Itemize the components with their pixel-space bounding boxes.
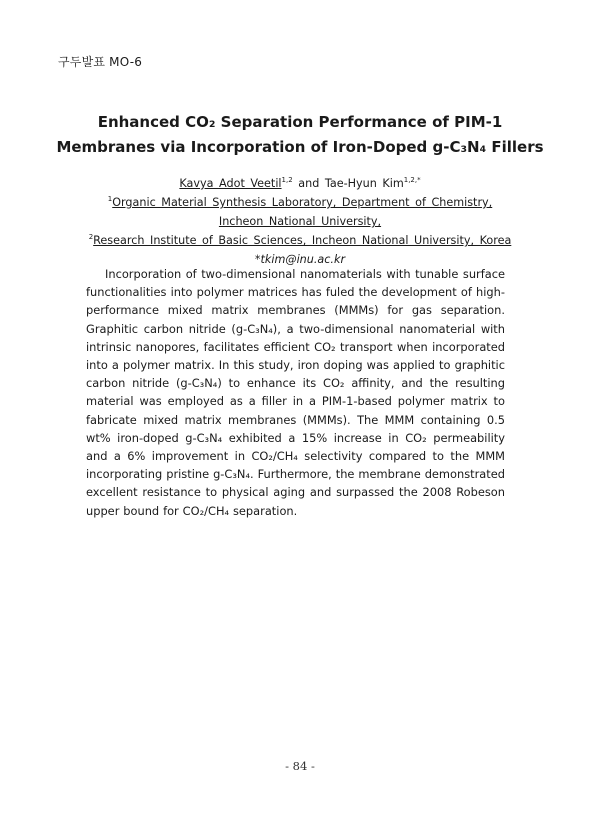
corresponding-email: *tkim@inu.ac.kr bbox=[254, 253, 346, 266]
affiliation-2 bbox=[0, 231, 600, 250]
author-1: Kavya Adot Veetil bbox=[179, 177, 282, 190]
author-conjunction: and bbox=[292, 177, 325, 190]
affiliation-1 bbox=[0, 193, 600, 212]
session-label: 구두발표 MO-6 bbox=[58, 55, 143, 69]
paper-title bbox=[0, 110, 600, 160]
author-2: Tae-Hyun Kim bbox=[324, 177, 404, 190]
title-line-2: Membranes via Incorporation of Iron-Doped g-C₃N₄ Fillers bbox=[56, 138, 544, 156]
affiliation-1-cont bbox=[0, 212, 600, 231]
author-block bbox=[0, 174, 600, 269]
author-line bbox=[0, 174, 600, 193]
author-2-affiliation: 1,2,* bbox=[403, 176, 421, 184]
author-1-affiliation: 1,2 bbox=[281, 176, 293, 184]
affiliation-2-number: 2 bbox=[88, 233, 94, 241]
affiliation-1-number: 1 bbox=[107, 195, 113, 203]
affiliation-1-line-1: Organic Material Synthesis Laboratory, Department of Chemistry, bbox=[112, 196, 493, 209]
affiliation-2-line-1: Research Institute of Basic Sciences, Incheon National University, Korea bbox=[93, 234, 512, 247]
affiliation-1-line-2: Incheon National University, bbox=[218, 215, 382, 228]
corresponding-mark: * bbox=[417, 176, 421, 184]
abstract-text: Incorporation of two-dimensional nanomaterials with tunable surface functionalities into polymer matrices has fuled the development of high-performance mixed matrix membranes (MMMs) for gas separation. Graphitic carbon nitride (g-C₃N₄), a two-dimensional nanomaterial with intrinsic nanopores, facilitates efficient CO₂ transport when incorporated into a polymer matrix. In this study, iron doping was applied to graphitic carbon nitride (g-C₃N₄) to enhance its CO₂ affinity, and the resulting material was employed as a filler in a PIM-1-based polymer matrix to fabricate mixed matrix membranes (MMMs). The MMM containing 0.5 wt% iron-doped g-C₃N₄ exhibited a 15% increase in CO₂ permeability and a 6% improvement in CO₂/CH₄ selectivity compared to the MMM incorporating pristine g-C₃N₄. Furthermore, the membrane demonstrated excellent resistance to physical aging and surpassed the 2008 Robeson upper bound for CO₂/CH₄ separation. bbox=[86, 267, 505, 518]
page-number: - 84 - bbox=[285, 759, 315, 773]
title-line-1: Enhanced CO₂ Separation Performance of PIM-1 bbox=[97, 113, 503, 131]
